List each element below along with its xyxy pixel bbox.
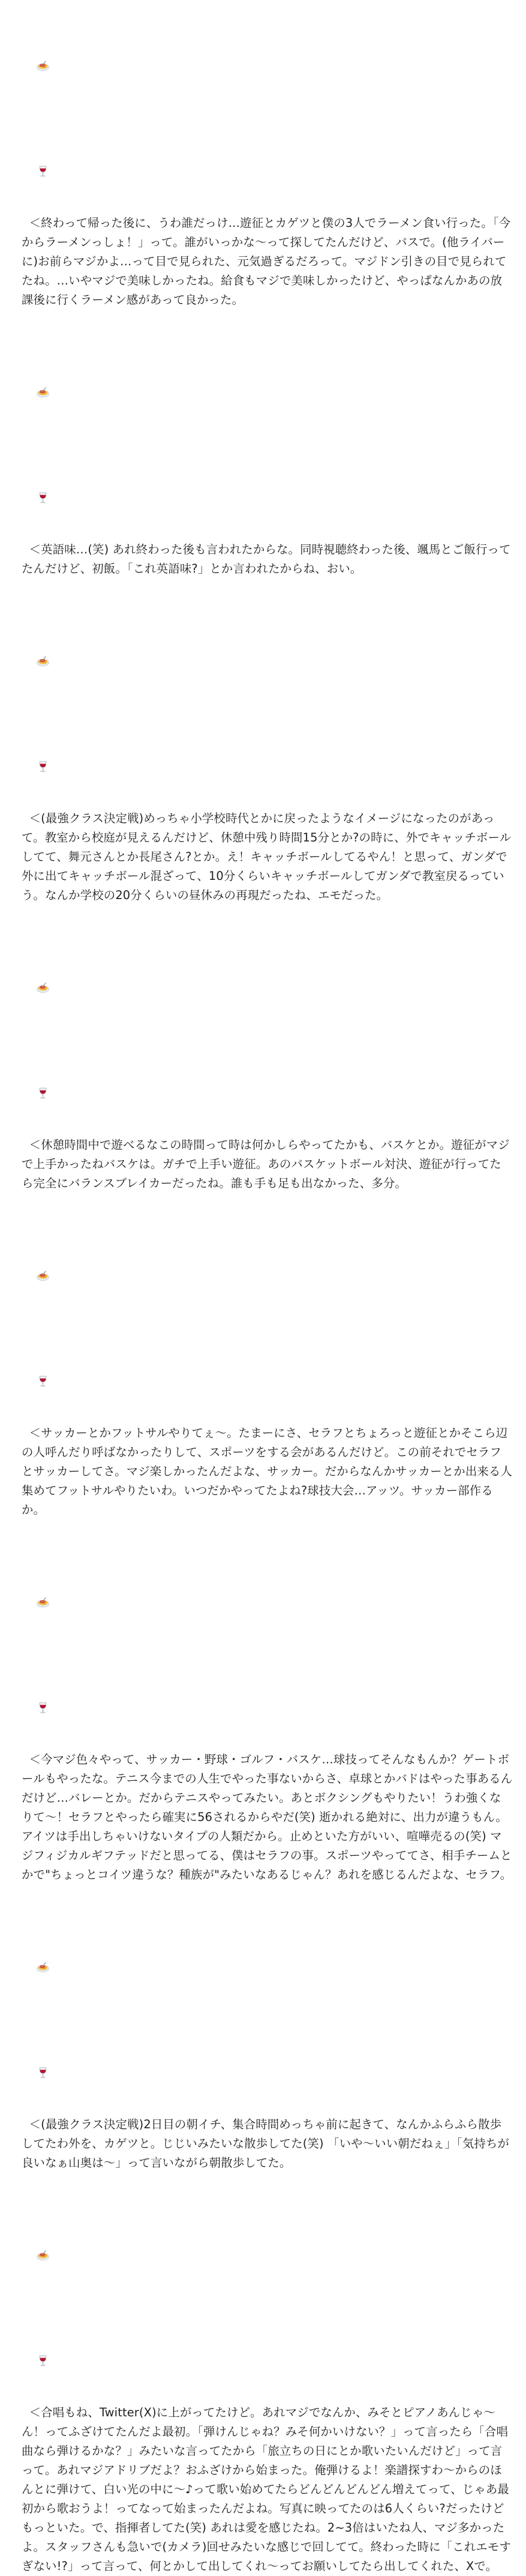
pasta-icon bbox=[37, 22, 49, 33]
entry-body: ＜(最強クラス決定戦)めっちゃ小学校時代とかに戻ったようなイメージになったのがあって。教室から校庭が見えるんだけど、休憩中残り時間15分とか?の時に、外でキャッチボールしてて、舞元さんとか長尾さん?とか。え！キャッチボールしてるやん！と思って、ガンダで外に出てキャッチボール混ざって、10分くらいキャッチボールしてガンダで教室戻るっていう。なんか学校の20分くらいの昼休みの再現だったね、エモだった。 bbox=[22, 811, 512, 902]
wine-glass-icon bbox=[37, 1664, 49, 1675]
entry-body: ＜休憩時間中で遊べるなこの時間って時は何かしらやってたかも、バスケとか。遊征がマジで上手かったねバスケは。ガチで上手い遊征。あのバスケットボール対決、遊征が行ってたら完全にバランスブレイカーだったね。誰も手も足も出なかった、多分。 bbox=[22, 1138, 510, 1190]
pasta-icon bbox=[37, 617, 49, 628]
entry-item bbox=[22, 1212, 513, 1520]
wine-glass-icon bbox=[37, 1049, 49, 1061]
entry-text bbox=[22, 1904, 513, 2173]
pasta-icon bbox=[37, 348, 49, 360]
entry-item bbox=[22, 924, 513, 1193]
entry-item bbox=[22, 2, 513, 310]
pasta-icon bbox=[37, 1558, 49, 1569]
pasta-icon bbox=[37, 943, 49, 955]
entry-body: ＜英語味…(笑) あれ終わった後も言われたからな。同時視聴終わった後、颯馬とご飯行ってたんだけど、初飯。「これ英語味?」とか言われたからね、おい。 bbox=[22, 543, 511, 576]
entry-item bbox=[22, 1539, 513, 1885]
wine-glass-icon bbox=[37, 454, 49, 465]
entry-body: ＜サッカーとかフットサルやりてぇ〜。たまーにさ、セラフとちょろっと遊征とかそこら辺の人呼んだり呼ばなかったりして、スポーツをする会があるんだけど。この前それでセラフとサッカーしてさ。マジ楽しかったんだよな、サッカー。だからなんかサッカーとか出来る人集めてフットサルやりたいわ。いつだかやってたよね?球技大会…アッツ。サッカー部作るか。 bbox=[22, 1426, 512, 1517]
entry-item bbox=[22, 1904, 513, 2173]
entry-item bbox=[22, 2192, 513, 2576]
wine-glass-icon bbox=[37, 723, 49, 734]
pasta-icon bbox=[37, 2211, 49, 2222]
entry-text bbox=[22, 598, 513, 905]
entry-list bbox=[22, 2, 513, 2576]
entry-text bbox=[22, 2192, 513, 2576]
pasta-icon bbox=[37, 1923, 49, 1934]
entry-text bbox=[22, 2, 513, 310]
entry-body: ＜(最強クラス決定戦)2日目の朝イチ、集合時間めっちゃ前に起きて、なんかふらふら散歩してたわ外を、カゲツと。じじいみたいな散歩してた(笑) 「いや〜いい朝だねぇ」「気持ちが良いなぁ山奥は〜」って言いながら朝散歩してた。 bbox=[22, 2117, 510, 2170]
wine-glass-icon bbox=[37, 127, 49, 139]
entry-item bbox=[22, 598, 513, 905]
entry-text bbox=[22, 1539, 513, 1885]
entry-item bbox=[22, 329, 513, 579]
entry-text bbox=[22, 329, 513, 579]
pasta-icon bbox=[37, 1232, 49, 1243]
wine-glass-icon bbox=[37, 2029, 49, 2040]
entry-text bbox=[22, 924, 513, 1193]
wine-glass-icon bbox=[37, 1337, 49, 1349]
entry-body: ＜合唱もね、Twitter(X)に上がってたけど。あれマジでなんか、みそとピアノあんじゃ〜ん！ってふざけてたんだよ最初。「弾けんじゃね？みそ何かいけない？」って言ったら「合唱曲なら弾けるかな？」みたいな言ってたから「旅立ちの日にとか歌いたいんだけど」って言って。あれマジアドリブだよ？おふざけから始まった。俺弾けるよ！楽譜探すわ〜からのほんとに弾けて、白い光の中に〜♪って歌い始めてたらどんどんどんどん増えてって、じゃあ最初から歌おうよ！ってなって始まったんだよね。写真に映ってたのは6人くらい?だったけどもっといた。で、指揮者してた(笑) あれは愛を感じたね。2~3倍はいたね人、マジ多かったよ。スタッフさんも急いで(カメラ)回せみたいな感じで回してて。終わった時に「これエモすぎない!?」って言って、何とかして出してくれ〜ってお願いしてたら出してくれた、Xで。 bbox=[22, 2406, 512, 2573]
entry-body: ＜今マジ色々やって、サッカー・野球・ゴルフ・バスケ…球技ってそんなもんか？ゲートボールもやったな。テニス今までの人生でやった事ないからさ、卓球とかバドはやった事あるんだけど…バレーとか。だからテニスやってみたい。あとボクシングもやりたい！うわ強くなりて〜！セラフとやったら確実に56されるからやだ(笑) 逝かれる絶対に、出力が違うもん。アイツは手出しちゃいけないタイプの人類だから。止めといた方がいい、喧嘩売るの(笑) マジフィジカルギフテッドだと思ってる、僕はセラフの事。スポーツやっててさ、相手チームとかで"ちょっとコイツ違うな？種族が"みたいなあるじゃん？あれを感じるんだよな、セラフ。 bbox=[22, 1753, 513, 1882]
wine-glass-icon bbox=[37, 2317, 49, 2328]
entry-body: ＜終わって帰った後に、うわ誰だっけ…遊征とカゲツと僕の3人でラーメン食い行った。「今からラーメンっしょ！」って。誰がいっかな〜って探してたんだけど、バスで。(他ライバーに)お前らマジかよ…って目で見られた、元気過ぎるだろって。マジドン引きの目で見られてたね。…いやマジで美味しかったね。給食もマジで美味しかったけど、やっぱなんかあの放課後に行くラーメン感があって良かった。 bbox=[22, 216, 511, 307]
entry-text bbox=[22, 1212, 513, 1520]
